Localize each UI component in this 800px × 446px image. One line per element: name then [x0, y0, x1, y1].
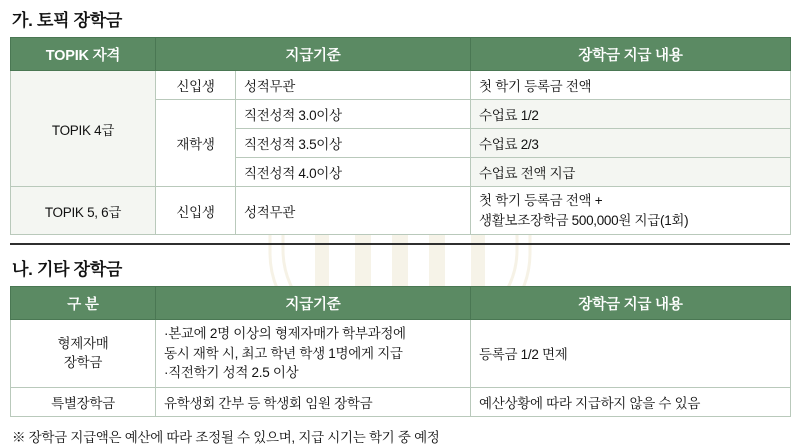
section-divider	[10, 243, 790, 245]
cell-benefit-sibling: 등록금 1/2 면제	[471, 320, 791, 388]
criteria-line-2: 동시 재학 시, 최고 학년 학생 1명에게 지급	[164, 345, 403, 361]
footnote-text: ※ 장학금 지급액은 예산에 따라 조정될 수 있으며, 지급 시기는 학기 중 예정	[12, 429, 440, 445]
cell-division-sibling-scholarship	[11, 320, 156, 388]
cell-benefit-half-tuition: 수업료 1/2	[471, 100, 791, 129]
other-scholarship-table	[10, 286, 791, 417]
table-row	[11, 187, 791, 235]
division-line-2: 장학금	[63, 355, 103, 371]
criteria-line-1: ·본교에 2명 이상의 형제자매가 학부과정에	[164, 326, 406, 342]
section-title-topik-scholarship: 가. 토픽 장학금	[12, 11, 123, 30]
benefit-line-1: 첫 학기 등록금 전액 +	[479, 193, 603, 208]
document-page	[0, 6, 800, 446]
table-header-row	[11, 38, 791, 71]
cell-benefit-full-tuition: 첫 학기 등록금 전액	[471, 71, 791, 100]
cell-criteria-sibling	[156, 320, 471, 388]
table-header-row	[11, 287, 791, 320]
column-header-benefit-2: 장학금 지급 내용	[471, 287, 791, 320]
column-header-division: 구 분	[11, 287, 156, 320]
column-header-criteria-2: 지급기준	[156, 287, 471, 320]
cell-criteria-gpa-40: 직전성적 4.0이상	[236, 158, 471, 187]
cell-criteria-no-grade: 성적무관	[236, 71, 471, 100]
table-row	[11, 320, 791, 388]
table-row	[11, 387, 791, 416]
column-header-criteria: 지급기준	[156, 38, 471, 71]
topik-scholarship-table	[10, 37, 791, 235]
cell-qualification-topik4: TOPIK 4급	[11, 71, 156, 187]
cell-criteria-gpa-35: 직전성적 3.5이상	[236, 129, 471, 158]
column-header-qualification: TOPIK 자격	[11, 38, 156, 71]
cell-benefit-special: 예산상황에 따라 지급하지 않을 수 있음	[471, 387, 791, 416]
cell-criteria-special: 유학생회 간부 등 학생회 임원 장학금	[156, 387, 471, 416]
benefit-line-2: 생활보조장학금 500,000원 지급(1회)	[479, 212, 689, 228]
table-row	[11, 71, 791, 100]
cell-student-type-new: 신입생	[156, 71, 236, 100]
criteria-line-3: ·직전학기 성적 2.5 이상	[164, 365, 299, 381]
division-line-1: 형제자매	[57, 335, 109, 351]
cell-student-type-new-2: 신입생	[156, 187, 236, 235]
cell-division-special-scholarship: 특별장학금	[11, 387, 156, 416]
column-header-benefit: 장학금 지급 내용	[471, 38, 791, 71]
section-title-other-scholarship: 나. 기타 장학금	[12, 260, 123, 280]
cell-student-type-enrolled: 재학생	[156, 100, 236, 187]
cell-benefit-two-thirds-tuition: 수업료 2/3	[471, 129, 791, 158]
cell-criteria-no-grade-2: 성적무관	[236, 187, 471, 235]
cell-benefit-full-tuition-paid: 수업료 전액 지급	[471, 158, 791, 187]
cell-benefit-full-tuition-plus-living	[471, 187, 791, 235]
cell-criteria-gpa-30: 직전성적 3.0이상	[236, 100, 471, 129]
cell-qualification-topik56: TOPIK 5, 6급	[11, 187, 156, 235]
